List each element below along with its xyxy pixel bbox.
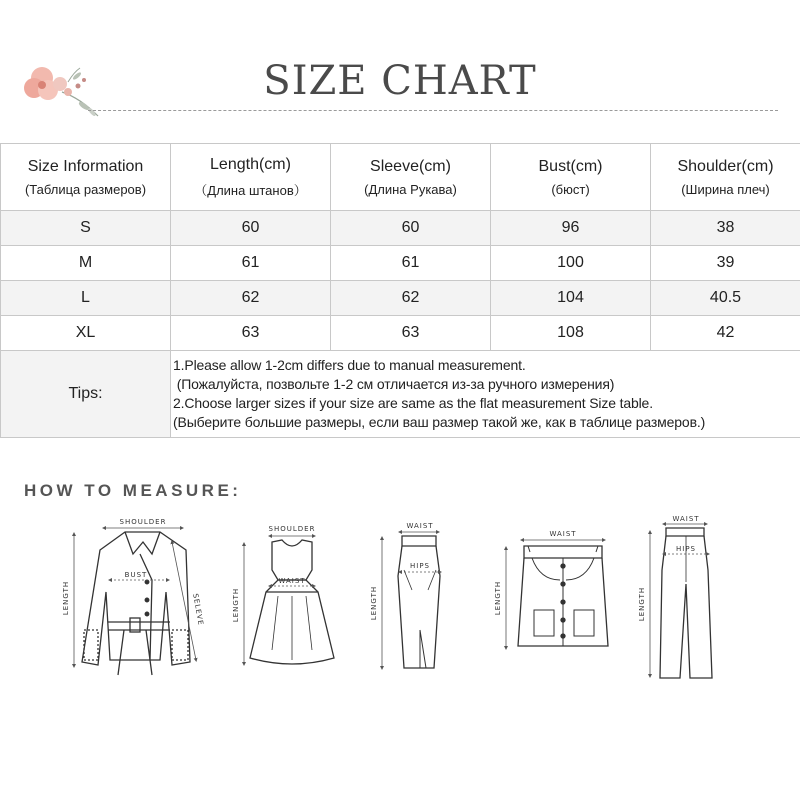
table-row <box>1 316 800 351</box>
skirt-diagram-icon <box>398 536 440 668</box>
length-label: LENGTH <box>370 585 378 621</box>
header-cell-sleeve: Sleeve(cm) (Длина Рукава) <box>331 144 491 211</box>
table-row <box>1 246 800 281</box>
shoulder-cell: 40.5 <box>651 281 800 316</box>
size-cell: L <box>1 281 171 316</box>
length-label: LENGTH <box>232 587 240 623</box>
size-cell: S <box>1 211 171 246</box>
waist-label: WAIST <box>278 577 306 585</box>
length-cell: 62 <box>171 281 331 316</box>
shoulder-label: SHOULDER <box>119 518 167 526</box>
size-cell: XL <box>1 316 171 351</box>
length-label: LENGTH <box>494 580 502 616</box>
bust-cell: 96 <box>491 211 651 246</box>
tips-label: Tips: <box>1 351 171 438</box>
tips-row <box>1 351 800 438</box>
dress-diagram-icon <box>250 540 334 664</box>
size-table <box>0 143 800 438</box>
hips-label: HIPS <box>676 545 696 553</box>
header <box>0 0 800 130</box>
sleeve-label: SELEVE <box>191 593 205 627</box>
waist-label: WAIST <box>549 530 577 538</box>
sleeve-cell: 60 <box>331 211 491 246</box>
bust-cell: 100 <box>491 246 651 281</box>
sleeve-cell: 62 <box>331 281 491 316</box>
shoulder-cell: 38 <box>651 211 800 246</box>
page-title: SIZE CHART <box>263 58 537 104</box>
tip-line: (Выберите большие размеры, если ваш размер такой же, как в таблице размеров.) <box>173 414 706 430</box>
size-cell: M <box>1 246 171 281</box>
how-to-measure-title: HOW TO MEASURE: <box>24 481 242 500</box>
header-cell-size: Size Information (Таблица размеров) <box>1 144 171 211</box>
sleeve-cell: 61 <box>331 246 491 281</box>
table-header-row <box>1 144 800 211</box>
tip-line: 2.Choose larger sizes if your size are same as the flat measurement Size table. <box>173 395 653 411</box>
header-cell-shoulder: Shoulder(cm) (Ширина плеч) <box>651 144 800 211</box>
waist-label: WAIST <box>672 515 700 523</box>
tip-line: (Пожалуйста, позвольте 1-2 см отличается из-за ручного измерения) <box>173 376 615 392</box>
length-cell: 63 <box>171 316 331 351</box>
sleeve-cell: 63 <box>331 316 491 351</box>
shoulder-cell: 42 <box>651 316 800 351</box>
length-cell: 60 <box>171 211 331 246</box>
length-label: LENGTH <box>638 586 646 622</box>
hips-label: HIPS <box>410 562 430 570</box>
measurement-diagrams <box>0 510 800 690</box>
jacket-diagram-icon <box>82 532 190 675</box>
length-cell: 61 <box>171 246 331 281</box>
shoulder-cell: 39 <box>651 246 800 281</box>
tips-text <box>171 351 800 438</box>
length-label: LENGTH <box>62 580 70 616</box>
shoulder-label: SHOULDER <box>268 525 316 533</box>
tip-line: 1.Please allow 1-2cm differs due to manual measurement. <box>173 357 526 373</box>
bust-cell: 108 <box>491 316 651 351</box>
title-divider <box>88 110 778 111</box>
table-row <box>1 211 800 246</box>
header-cell-length: Length(cm) （Длина штанов） <box>171 144 331 211</box>
table-row <box>1 281 800 316</box>
header-cell-bust: Bust(cm) (бюст) <box>491 144 651 211</box>
shorts-diagram-icon <box>518 546 608 646</box>
bust-label: BUST <box>124 571 148 579</box>
bust-cell: 104 <box>491 281 651 316</box>
waist-label: WAIST <box>406 522 434 530</box>
